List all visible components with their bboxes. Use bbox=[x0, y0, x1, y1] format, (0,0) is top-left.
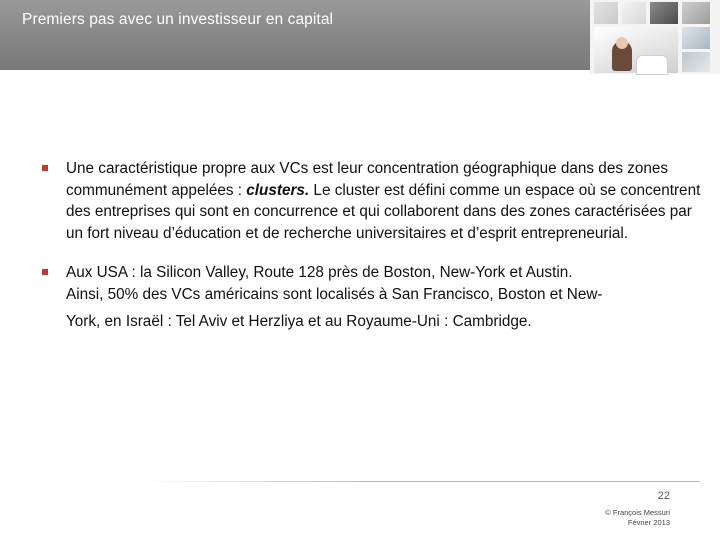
photo-tile bbox=[682, 52, 710, 72]
bullet-text-part: Le cluster est défini comme un espace où se concentrent des entreprises qui sont en concurrence et qui collaborent dans des zones caractérisées par un fort niveau d’éducation et de recherche universitaires et d’esprit entrepreneurial. bbox=[66, 181, 701, 242]
person-shirt bbox=[636, 55, 668, 75]
bullet-emphasis: clusters. bbox=[246, 181, 310, 199]
footer-divider bbox=[140, 481, 700, 482]
bullet-item-locations bbox=[42, 262, 702, 333]
footer-credit bbox=[605, 508, 670, 528]
bullet-text bbox=[66, 160, 700, 242]
header-photo-collage bbox=[590, 0, 720, 74]
bullet-square-icon bbox=[42, 165, 48, 171]
footer-date: Février 2013 bbox=[627, 518, 670, 527]
photo-tile bbox=[622, 2, 646, 24]
photo-tile bbox=[682, 27, 710, 49]
bullet-list bbox=[42, 158, 702, 333]
bullet-line: York, en Israël : Tel Aviv et Herzliya et au Royaume-Uni : Cambridge. bbox=[66, 313, 532, 330]
photo-tile bbox=[682, 2, 710, 24]
author-credit: © François Messuri bbox=[605, 508, 670, 517]
bullet-square-icon bbox=[42, 269, 48, 275]
photo-tile bbox=[594, 2, 618, 24]
bullet-item-clusters bbox=[42, 158, 702, 244]
slide-title: Premiers pas avec un investisseur en capital bbox=[22, 11, 334, 28]
title-bar bbox=[0, 0, 590, 70]
bullet-line: Aux USA : la Silicon Valley, Route 128 près de Boston, New-York et Austin. bbox=[66, 264, 573, 281]
photo-tile bbox=[650, 2, 678, 24]
person-face bbox=[616, 37, 628, 49]
office-photo bbox=[594, 27, 678, 73]
page-number: 22 bbox=[657, 490, 670, 502]
bullet-line: Ainsi, 50% des VCs américains sont localisés à San Francisco, Boston et New- bbox=[66, 285, 603, 303]
bullet-text-part: Une caractéristique propre aux VCs est leur concentration géographique dans des zones communément appelées : bbox=[66, 160, 669, 199]
